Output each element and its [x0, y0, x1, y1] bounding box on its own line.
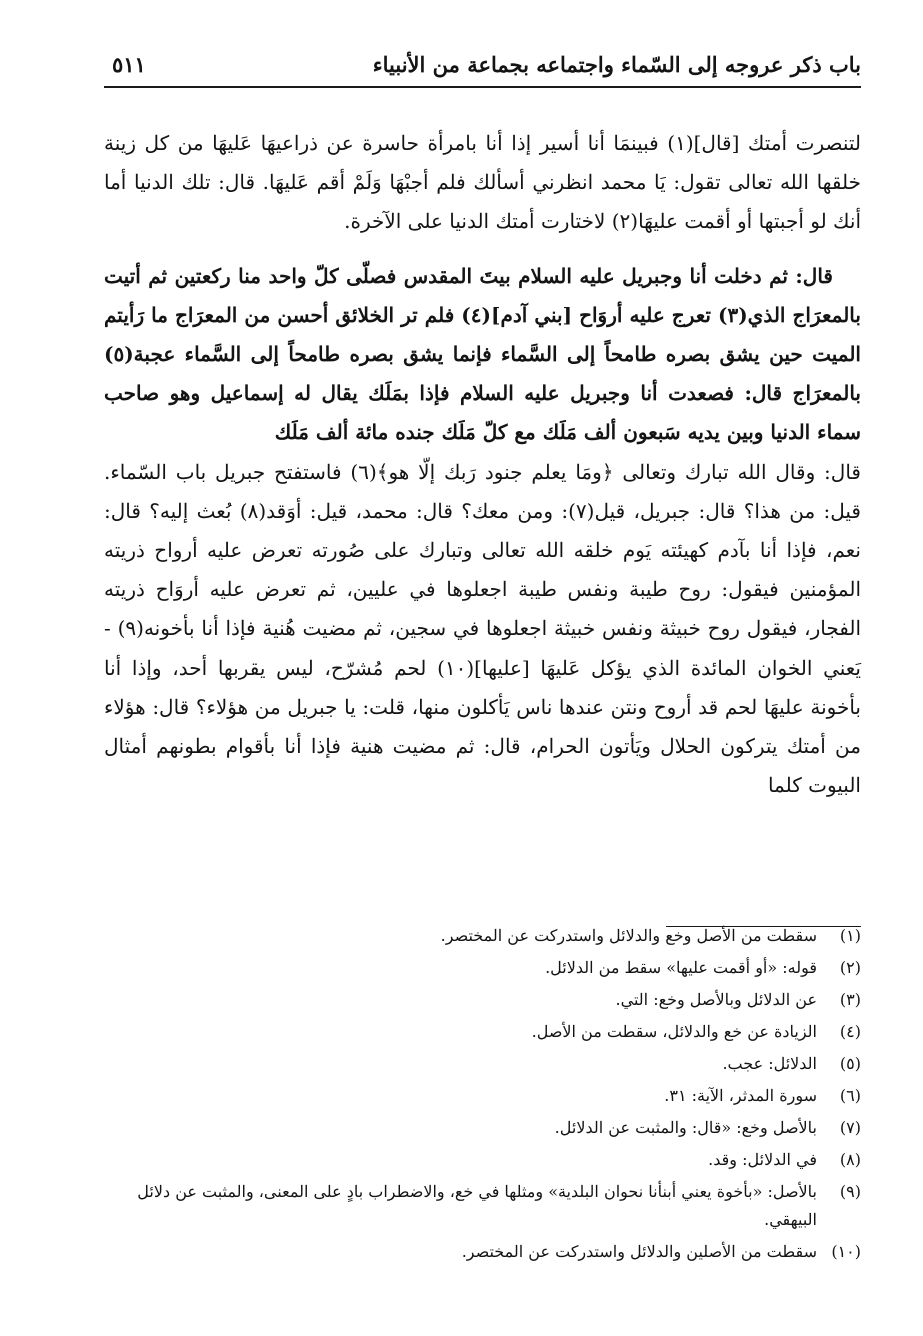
- paragraph-2: قال: ثم دخلت أنا وجبريل عليه السلام بيتَ المقدس فصلّى كلّ واحد منا ركعتين ثم أتيت بالمعرَاج الذي(٣) تعرج عليه أروَاح [بني آدم](٤) فلم تر الخلائق أحسن من المعرَاج ما رَأيتم الميت حين يشق بصره طامحاً إلى السَّماء فإنما يشق بصره طامحاً إلى السَّماء عجبة(٥) بالمعرَاج قال: فصعدت أنا وجبريل عليه السلام فإذا بمَلَك يقال له إسماعيل وهو صاحب سماء الدنيا وبين يديه سَبعون ألف مَلَك مع كلّ مَلَك جنده مائة ألف مَلَك: [104, 263, 861, 445]
- footnotes: [104, 922, 861, 1270]
- footnote-item: [104, 1018, 861, 1046]
- footnote-number: (١): [839, 926, 861, 945]
- footnote-item: [104, 1178, 861, 1234]
- chapter-title: باب ذكر عروجه إلى السّماء واجتماعه بجماعة من الأنبياء: [372, 52, 861, 77]
- footnote-text: الزيادة عن خع والدلائل، سقطت من الأصل.: [531, 1022, 817, 1041]
- footnote-item: [104, 1050, 861, 1078]
- footnote-number: (٩): [839, 1182, 861, 1201]
- footnote-text: سورة المدثر، الآية: ٣١.: [664, 1086, 817, 1105]
- running-header: [104, 46, 861, 86]
- footnote-text: الدلائل: عجب.: [722, 1054, 817, 1073]
- footnote-text: سقطت من الأصل وخع والدلائل واستدركت عن المختصر.: [440, 926, 817, 945]
- paragraph-1: لتنصرت أمتك [قال](١) فبينمَا أنا أسير إذا أنا بامرأة حاسرة عن ذراعيهَا عَليهَا من كل زينة خلقها الله تعالى تقول: يَا محمد انظرني أسألك فلم أجبْهَا وَلَمْ أقم عَليهَا. قال: تلك الدنيا أما أنك لو أجبتها أو أقمت عليهَا(٢) لاختارت أمتك الدنيا على الآخرة.: [104, 131, 861, 234]
- footnote-text: بالأصل وخع: «قال: والمثبت عن الدلائل.: [554, 1118, 817, 1137]
- footnote-text: بالأصل: «بأخوة يعني أبنأنا نحوان البلدية» ومثلها في خع، والاضطراب بادٍ على المعنى، والمثبت عن دلائل البيهقي.: [137, 1182, 817, 1229]
- footnote-number: (٨): [839, 1150, 861, 1169]
- footnote-item: [104, 954, 861, 982]
- page-number: ٥١١: [112, 52, 146, 77]
- footnote-item: [104, 1146, 861, 1174]
- header-divider: [104, 86, 861, 88]
- footnote-text: سقطت من الأصلين والدلائل واستدركت عن المختصر.: [461, 1242, 817, 1261]
- footnote-item: [104, 986, 861, 1014]
- footnote-text: في الدلائل: وقد.: [708, 1150, 817, 1169]
- footnote-text: قوله: «أو أقمت عليها» سقط من الدلائل.: [545, 958, 817, 977]
- main-text: [104, 124, 861, 805]
- footnote-number: (٧): [839, 1118, 861, 1137]
- footnote-item: [104, 1114, 861, 1142]
- footnote-number: (٥): [839, 1054, 861, 1073]
- footnote-number: (٤): [839, 1022, 861, 1041]
- footnote-number: (١٠): [831, 1242, 861, 1261]
- footnote-text: عن الدلائل وبالأصل وخع: التي.: [615, 990, 817, 1009]
- footnote-item: [104, 1082, 861, 1110]
- footnote-item: [104, 922, 861, 950]
- footnote-number: (٢): [839, 958, 861, 977]
- footnote-item: [104, 1238, 861, 1266]
- footnote-number: (٣): [839, 990, 861, 1009]
- footnote-number: (٦): [839, 1086, 861, 1105]
- paragraph-3: قال: وقال الله تبارك وتعالى ﴿ومَا يعلم جنود رَبك إلّا هو﴾(٦) فاستفتح جبريل باب السّماء. قيل: من هذا؟ قال: جبريل، قيل(٧): ومن معك؟ قال: محمد، قيل: أوَقد(٨) بُعث إليه؟ قال: نعم، فإذا أنا بآدم كهيئته يَوم خلقه الله تعالى وتبارك على صُورته تعرض عليه أرواح ذريته المؤمنين فيقول: روح طيبة ونفس طيبة اجعلوها في عليين، ثم تعرض عليه أروَاح ذريته الفجار، فيقول روح خبيثة ونفس خبيثة اجعلوها في سجين، ثم مضيت هُنية فإذا أنا بأخونه(٩) - يَعني الخوان المائدة الذي يؤكل عَليهَا [عليها](١٠) لحم مُشرّح، ليس يقربها أحد، وإذا أنا بأخونة عليهَا لحم قد أروح ونتن عندها ناس يَأكلون منها، قلت: يا جبريل من هؤلاء؟ قال: هؤلاء من أمتك يتركون الحلال ويَأتون الحرام، قال: ثم مضيت هنية فإذا أنا بأقوام بطونهم أمثال البيوت كلما: [104, 459, 862, 798]
